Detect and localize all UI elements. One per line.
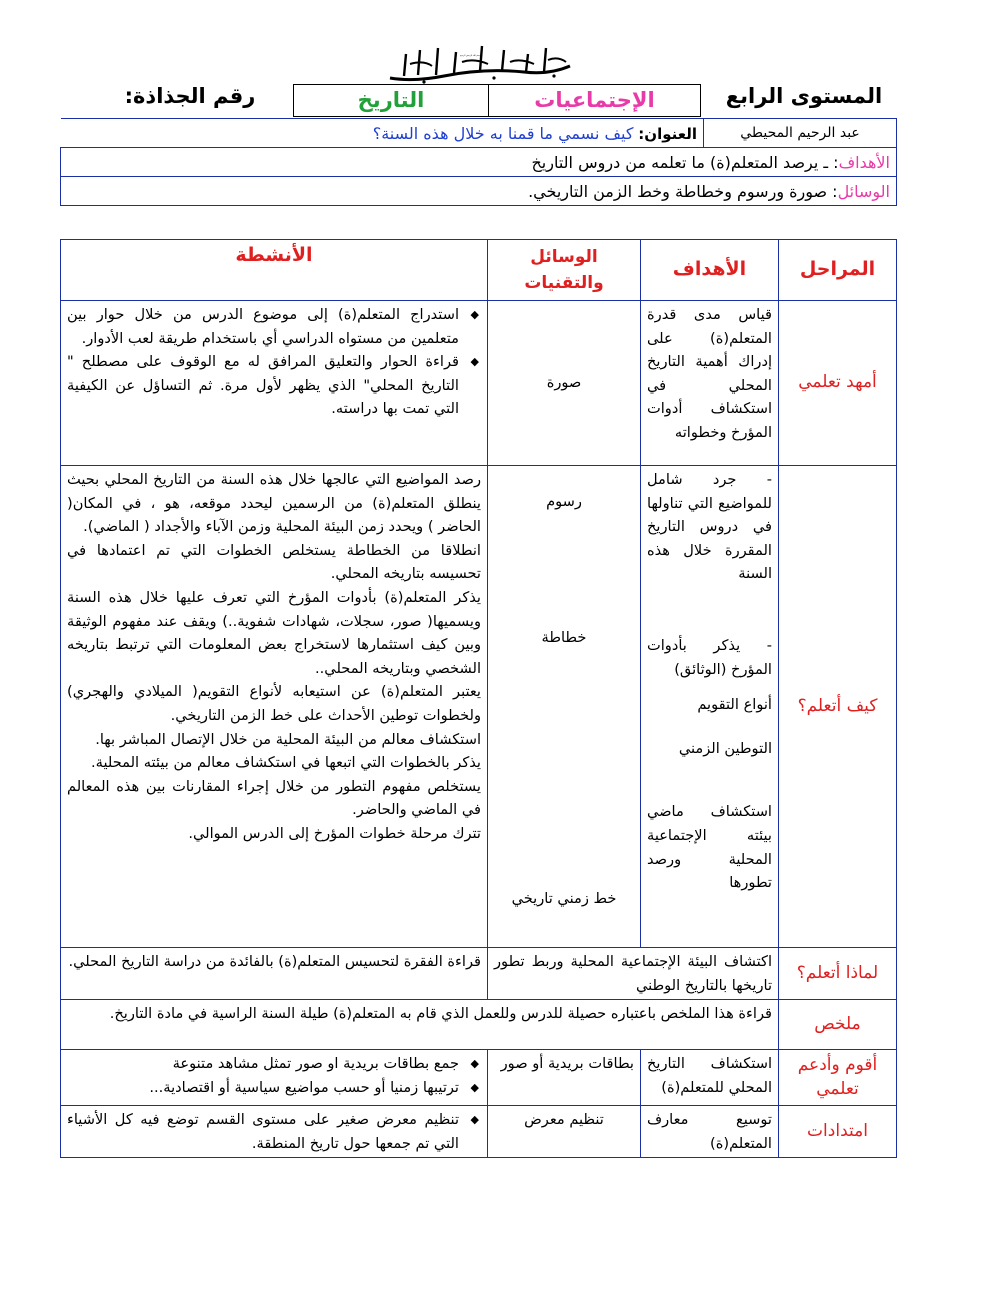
header-activities: الأنشطة [61,240,488,301]
goals-cell: قياس مدى قدرة المتعلم(ة) على إدراك أهمية التاريخ المحلي في استكشاف أدوات المؤرخ وخطواته [641,301,779,466]
activity-item: رصد المواضيع التي عالجها خلال هذه السنة من التاريخ المحلي بحيث ينطلق المتعلم(ة) من الرسمين ليحدد موقعه، هو ، في المكان( الحاضر ) ويحدد زمن البيئة المحلية وزمن الآباء والأجداد ( الماضي). [67,471,481,536]
activity-item: تترك مرحلة خطوات المؤرخ إلى الدرس الموالي. [188,824,481,842]
activity-item: يعتبر المتعلم(ة) عن استيعابه لأنواع التقويم( الميلادي والهجري) ولخطوات توطين الأحداث على خط الزمن التاريخي. [67,683,481,724]
activity-item: انطلاقا من الخطاطة يستخلص الخطوات التي تم اعتمادها في تحسيسه بتاريخه المحلي. [67,541,481,583]
svg-text:بسم الله الرحمن الرحيم: بسم الله الرحمن الرحيم [459,55,480,57]
activity-item: يذكر بالخطوات التي اتبعها في استكشاف معالم من بيئته المحلية. [91,754,481,772]
header-means: الوسائل والتقنيات [488,240,641,301]
table-header-row [61,240,897,301]
goals-cell: توسيع معارف المتعلم(ة) [641,1106,779,1158]
activities-cell [61,1106,488,1158]
activities-cell [61,301,488,466]
activity-item: يستخلص مفهوم التطور من خلال إجراء المقارنات بين هذه المعالم في الماضي والحاضر. [67,777,481,819]
stage-cell: لماذا أتعلم؟ [779,948,897,1000]
goals-cell [641,466,779,948]
lesson-title-cell [61,119,704,148]
list-item: ◆ تنظيم معرض صغير على مستوى القسم توضع فيه كل الأشياء التي تم جمعها حول تاريخ المنطقة. [67,1108,459,1155]
stage-cell: أقوم وأدعم تعلمي [779,1050,897,1106]
subject-cell: الإجتماعيات [488,84,701,117]
table-row [61,1106,897,1158]
goal-item: التوطين الزمني [678,739,772,757]
title-value: كيف نسمي ما قمنا به خلال هذه السنة؟ [372,123,634,143]
goal-item: - يذكر بأدوات المؤرخ (الوثائق) [647,636,772,678]
table-row [61,466,897,948]
summary-cell: قراءة هذا الملخص باعتباره حصيلة للدرس وللعمل الذي قام به المتعلم(ة) طيلة السنة الراسية في مادة التاريخ. [61,1000,779,1050]
goals-row [61,148,897,177]
means-item: خطاطة [541,628,587,646]
goal-item: استكشاف ماضي بيئته الإجتماعية المحلية ورصد تطورها [647,803,772,892]
list-item: ◆ جمع بطاقات بريدية او صور تمثل مشاهد متنوعة [67,1052,459,1076]
stage-cell: ملخص [779,1000,897,1050]
means-row [61,177,897,206]
activities-cell: قراءة الفقرة لتحسيس المتعلم(ة) بالفائدة من دراسة التاريخ المحلي. [61,948,488,1000]
teacher-name: عبد الرحيم المحيطي [704,119,897,148]
title-label: العنوان: [638,124,697,143]
list-item: ◆ استدراج المتعلم(ة) إلى موضوع الدرس من خلال حوار بين متعلمين من مستواه الدراسي أي باستخدام طريقة لعب الأدوار. [67,303,459,350]
goal-item: - جرد شامل للمواضيع التي تناولها في دروس التاريخ المقررة خلال هذه السنة [647,471,772,583]
table-row [61,948,897,1000]
table-row [61,1050,897,1106]
activity-item: استكشاف معالم من البيئة المحلية من خلال الإتصال المباشر بها. [95,730,481,748]
stage-cell: امتدادات [779,1106,897,1158]
goals-cell: استكشاف التاريخ المحلي للمتعلم(ة) [641,1050,779,1106]
list-item: ◆ قراءة الحوار والتعليق المرافق له مع الوقوف على مصطلح " التاريخ المحلي" الذي يظهر لأول مرة. ثم التساؤل عن الكيفية التي تمت بها دراسته. [67,350,459,421]
means-cell: صورة [488,301,641,466]
goal-item: أنواع التقويم [697,696,772,714]
means-cell: تنظيم معرض [488,1106,641,1158]
means-item: رسوم [546,493,582,510]
activities-cell [61,466,488,948]
header-stages: المراحل [779,240,897,301]
stage-cell: كيف أتعلم؟ [779,466,897,948]
header-goals: الأهداف [641,240,779,301]
means-label: الوسائل [837,181,890,201]
means-value: : صورة ورسوم وخطاطة وخط الزمن التاريخي. [528,181,838,201]
means-cell [488,466,641,948]
activity-item: يذكر المتعلم(ة) بأدوات المؤرخ التي تعرف عليها خلال هذه السنة ويسميها( صور، سجلات، شهادات شفوية..) ويقف عند مفهوم الوثيقة وبين كيف استثمارها لاستخراج بعض المعلومات التي ترتبط بتاريخه الشخصي وبتاريخه المحلي.. [67,588,481,677]
basmala-calligraphy [384,42,576,86]
level-label: المستوى الرابع [725,84,883,108]
goals-means-cell: اكتشاف البيئة الإجتماعية المحلية وربط تطور تاريخها بالتاريخ الوطني [488,948,779,1000]
means-item: خط زمني تاريخي [511,890,617,908]
activities-cell [61,1050,488,1106]
list-item: ◆ ترتيبها زمنيا أو حسب مواضيع سياسية أو اقتصادية... [67,1076,459,1100]
goals-value: : ـ يرصد المتعلم(ة) ما تعلمه من دروس التاريخ [531,152,839,172]
info-table [60,118,897,206]
table-row [61,1000,897,1050]
table-row [61,301,897,466]
means-cell: بطاقات بريدية أو صور [488,1050,641,1106]
sheet-number-label: رقم الجذاذة: [124,84,256,108]
stage-cell: أمهد تعلمي [779,301,897,466]
goals-label: الأهداف [838,152,890,172]
lesson-plan-table [60,239,897,1158]
branch-cell: التاريخ [293,84,489,117]
